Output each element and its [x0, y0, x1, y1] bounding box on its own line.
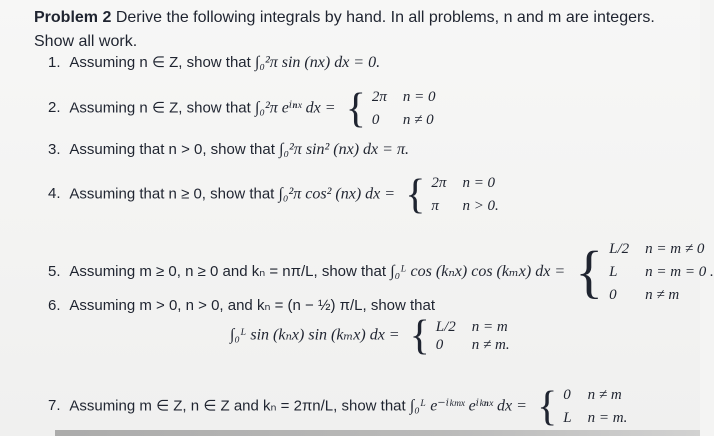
case-condition: n ≠ m — [645, 287, 680, 303]
item-number: 6. — [48, 297, 61, 314]
case-value: 2π — [371, 89, 387, 105]
integral-expression: ∫₀²π eⁱⁿˣ dx = — [255, 99, 336, 117]
case-value: 0 — [435, 336, 444, 353]
case-condition: n = m. — [587, 410, 628, 426]
item-text: Assuming that n > 0, show that — [69, 141, 275, 158]
case-value: 0 — [563, 387, 571, 403]
item-number: 5. — [48, 262, 61, 280]
case-value: 0 — [371, 112, 380, 128]
case-value: L/2 — [435, 318, 456, 335]
brace-symbol: { — [409, 313, 430, 359]
case-condition: n = m ≠ 0 — [645, 241, 705, 257]
brace-symbol: { — [345, 85, 366, 132]
case-condition: n ≠ 0 — [402, 112, 434, 128]
integral-expression: ∫₀ᴸ sin (kₙx) sin (kₘx) dx = — [230, 326, 400, 344]
case-value: π — [431, 198, 439, 214]
case-value: 2π — [431, 175, 447, 191]
case-condition: n = 0 — [462, 175, 496, 191]
problem-item-1 — [48, 52, 380, 74]
integral-expression: ∫₀²π sin² (nx) dx = π. — [279, 141, 409, 158]
integral-expression: ∫₀²π cos² (nx) dx = — [278, 185, 396, 203]
piecewise-cases — [537, 384, 627, 429]
item-number: 1. — [48, 54, 61, 71]
case-condition: n > 0. — [462, 198, 499, 214]
problem-header — [34, 6, 684, 54]
integral-expression: ∫₀ᴸ cos (kₙx) cos (kₘx) dx = — [390, 262, 566, 280]
piecewise-cases — [575, 238, 713, 306]
item-number: 4. — [48, 185, 61, 203]
item-text: Assuming m ≥ 0, n ≥ 0 and kₙ = nπ/L, show that — [69, 262, 387, 280]
problem-item-6 — [48, 295, 435, 317]
problem-item-3 — [48, 139, 409, 161]
brace-symbol: { — [537, 383, 558, 430]
item-text: Assuming n ∈ Z, show that — [69, 99, 251, 117]
item-text: Assuming m ∈ Z, n ∈ Z and kₙ = 2πn/L, show that — [69, 397, 406, 415]
bottom-shadow-line — [55, 430, 700, 436]
item-text: Assuming m > 0, n > 0, and kₙ = (n − ½) π/L, show that — [69, 297, 436, 314]
problem-item-4 — [48, 172, 499, 217]
item-text: Assuming n ∈ Z, show that — [69, 54, 251, 71]
item-text: Assuming that n ≥ 0, show that — [69, 185, 275, 203]
case-value: 0 — [609, 287, 617, 303]
piecewise-cases — [346, 86, 436, 131]
case-value: L — [609, 264, 618, 280]
problem-instructions: Derive the following integrals by hand. In all problems, n and m are integers. Show all work. — [34, 9, 655, 50]
integral-expression: ∫₀ᴸ e⁻ⁱᵏᵐˣ eⁱᵏⁿˣ dx = — [409, 397, 527, 415]
piecewise-cases — [405, 172, 499, 217]
case-condition: n ≠ m — [587, 387, 622, 403]
case-value: L — [563, 410, 572, 426]
integral-expression: ∫₀²π sin (nx) dx = 0. — [255, 54, 381, 71]
problem-item-7 — [48, 384, 627, 429]
item-number: 3. — [48, 141, 61, 158]
case-value: L/2 — [609, 241, 630, 257]
case-condition: n = 0 — [402, 89, 436, 105]
problem-item-6-equation — [230, 315, 510, 357]
brace-symbol: { — [405, 171, 426, 218]
piecewise-cases — [410, 315, 510, 357]
case-condition: n = m — [471, 318, 508, 335]
brace-symbol: { — [575, 239, 604, 304]
problem-label: Problem 2 — [34, 9, 112, 26]
item-number: 7. — [48, 397, 61, 415]
case-condition: n ≠ m. — [471, 336, 510, 353]
case-condition: n = m = 0 . — [645, 264, 714, 280]
item-number: 2. — [48, 99, 61, 117]
problem-item-2 — [48, 86, 436, 131]
